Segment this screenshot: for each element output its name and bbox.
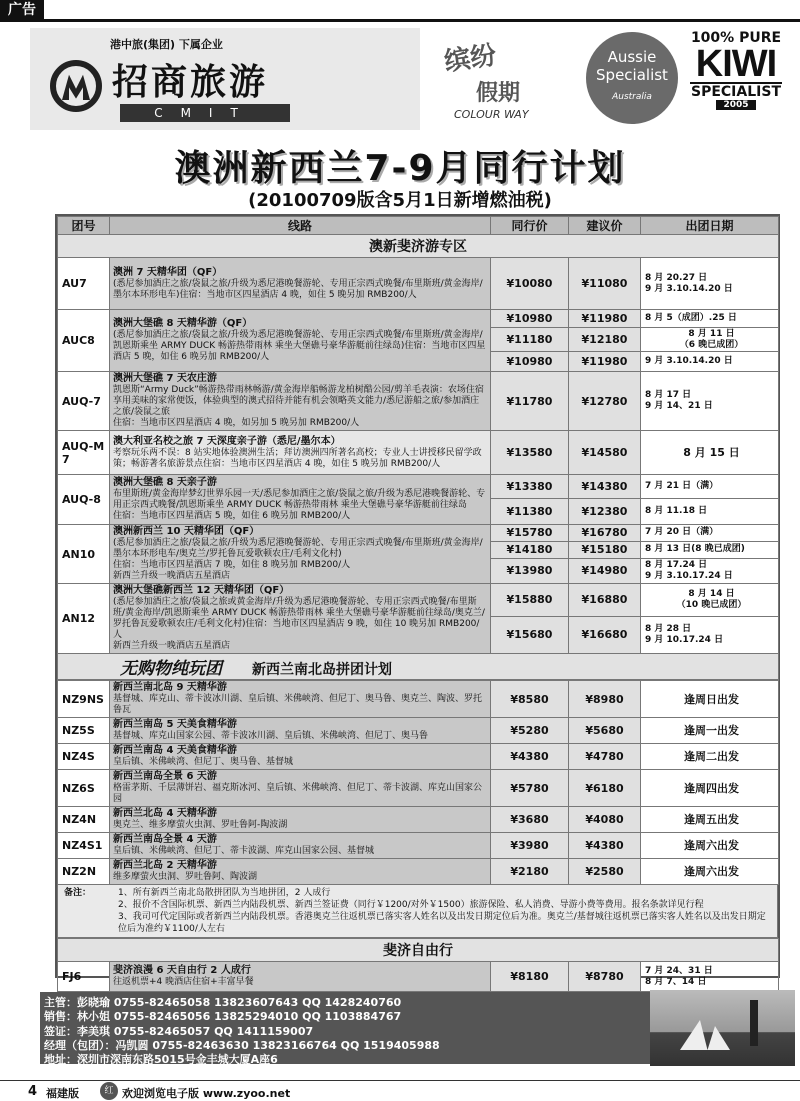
tour-desc: 奥克兰、维多摩萤火虫洞、罗吐鲁阿-陶波湖 (113, 820, 288, 830)
peer-price: ¥3980 (491, 833, 569, 859)
col-header: 团号 (58, 217, 110, 235)
tour-title: 新西兰南岛 4 天美食精华游 (113, 745, 237, 756)
table-row (58, 681, 779, 718)
suggested-price: ¥8980 (569, 681, 641, 718)
contact-line: 签证：李美琪 0755-82465057 QQ 1411159007 (44, 1024, 314, 1038)
page-number: 4 (28, 1084, 38, 1099)
tour-code: FJ6 (58, 962, 110, 992)
edition-label: 福建版 (46, 1087, 79, 1100)
aussie-line3: Australia (612, 92, 652, 102)
suggested-price: ¥6180 (569, 770, 641, 807)
peer-price: ¥15780 (491, 525, 569, 542)
table-row (58, 475, 779, 499)
departure-date: 逢周日出发 (641, 681, 779, 718)
table-row (58, 833, 779, 859)
colour-cn2: 假期 (476, 80, 521, 106)
tour-code: AUQ-8 (58, 475, 110, 525)
page-title: 澳洲新西兰7-9月同行计划 (174, 148, 626, 189)
departure-date: 8 月 5（成团）.25 日 (641, 310, 779, 328)
departure-date: 8 月 17.24 日 9 月 3.10.17.24 日 (641, 558, 779, 583)
opera-house-shape (680, 1020, 730, 1050)
section-heading: 斐济自由行 (58, 939, 779, 962)
peer-price: ¥11380 (491, 499, 569, 525)
suggested-price: ¥4080 (569, 807, 641, 833)
tour-title: 新西兰北岛 2 天精华游 (113, 860, 217, 871)
suggested-price: ¥14580 (569, 431, 641, 475)
suggested-price: ¥16680 (569, 616, 641, 653)
note-item: 2、报价不含国际机票、新西兰内陆段机票、新西兰签证费（同行￥1200/对外￥1500）旅游保险、私人消费、导游小费等费用。报名条款详见行程 (118, 900, 704, 910)
tour-title: 澳洲大堡礁 8 天精华游（QF） (113, 318, 253, 329)
tower-shape (750, 1000, 758, 1046)
tour-code: AU7 (58, 258, 110, 310)
aussie-specialist-badge (586, 32, 678, 124)
suggested-price: ¥15180 (569, 541, 641, 558)
peer-price: ¥15880 (491, 584, 569, 617)
table-row (58, 584, 779, 617)
table-row (58, 744, 779, 770)
tour-route (110, 431, 491, 475)
suggested-price: ¥16780 (569, 525, 641, 542)
tour-route (110, 833, 491, 859)
aussie-line1: Aussie (607, 48, 657, 66)
tour-route (110, 310, 491, 372)
page-subtitle: (20100709版含5月1日新增燃油税) (248, 190, 552, 211)
tour-code: NZ4S (58, 744, 110, 770)
tour-code: AUQ-M 7 (58, 431, 110, 475)
contact-line: 经理（包团）：冯凯圆 0755-82463630 13823166764 QQ 1519405988 (44, 1038, 440, 1052)
footer (0, 1070, 800, 1100)
departure-date: 逢周五出发 (641, 807, 779, 833)
suggested-price: ¥11980 (569, 352, 641, 372)
tour-desc: 格雷茅斯、千层薄饼岩、福克斯冰河、皇后镇、米佛峡湾、但尼丁、蒂卡波湖、库克山国家公园 (113, 783, 483, 804)
table-row (58, 372, 779, 431)
departure-date: 8 月 11.18 日 (641, 499, 779, 525)
note-item: 1、所有新西兰南北岛散拼团队为当地拼团，2 人成行 (118, 888, 331, 898)
header-banner (30, 28, 780, 130)
tour-desc: 皇后镇、米佛峡湾、但尼丁、奥马鲁、基督城 (113, 757, 294, 767)
table-row (58, 718, 779, 744)
tour-code: NZ4S1 (58, 833, 110, 859)
tour-route (110, 962, 491, 992)
fiji-table (57, 938, 779, 992)
tour-desc: 皇后镇、米佛峡湾、但尼丁、蒂卡波湖、库克山国家公园、基督城 (113, 846, 375, 856)
kiwi-year: 2005 (716, 100, 756, 110)
tour-route (110, 372, 491, 431)
peer-price: ¥11780 (491, 372, 569, 431)
suggested-price: ¥16880 (569, 584, 641, 617)
cmit-logo-block (30, 28, 420, 130)
price-table (57, 216, 779, 680)
tour-route (110, 681, 491, 718)
tour-desc: 布里斯班/黄金海岸梦幻世界乐园一天/悉尼参加酒庄之旅/袋鼠之旅/升级为悉尼港晚餐游轮、专用正宗西式晚餐/凯恩斯乘坐 ARMY DUCK 畅游热带雨林 乘坐大堡礁号豪华游艇前往绿岛 住宿：当地市区四星酒店 5 晚，如住 6 晚另加 RMB200/人 (113, 489, 486, 521)
ad-tag: 广告 (0, 0, 44, 20)
table-row (58, 525, 779, 542)
colour-cn1: 缤纷 (442, 40, 499, 78)
departure-date: 8 月 13 日(8 晚已成团) (641, 541, 779, 558)
suggested-price: ¥2580 (569, 859, 641, 885)
tour-desc: 维多摩萤火虫洞、罗吐鲁阿、陶波湖 (113, 872, 258, 882)
peer-price: ¥15680 (491, 616, 569, 653)
tour-title: 新西兰南岛全景 6 天游 (113, 771, 217, 782)
peer-price: ¥10080 (491, 258, 569, 310)
departure-date: 7 月 20 日（满） (641, 525, 779, 542)
departure-date: 8 月 20.27 日 9 月 3.10.14.20 日 (641, 258, 779, 310)
tour-route (110, 770, 491, 807)
tour-code: NZ5S (58, 718, 110, 744)
contact-line: 地址：深圳市深南东路5015号金丰城大厦A座6 (44, 1053, 278, 1067)
tour-title: 澳洲 7 天精华团（QF） (113, 266, 223, 278)
tour-title: 斐济浪漫 6 天自由行 2 人成行 (113, 965, 251, 976)
kiwi-line3: SPECIALIST (691, 84, 781, 100)
kiwi-line1: 100% PURE (690, 30, 782, 46)
tour-desc: 基督城、库克山、蒂卡波冰川湖、皇后镇、米佛峡湾、但尼丁、奥马鲁、奥克兰、陶波、罗托鲁瓦 (113, 694, 483, 715)
tour-route (110, 807, 491, 833)
departure-date: 8 月 28 日 9 月 10.17.24 日 (641, 616, 779, 653)
col-header: 线路 (110, 217, 491, 235)
departure-date: 9 月 3.10.14.20 日 (641, 352, 779, 372)
contact-line: 主管：彭晓瑜 0755-82465058 13823607643 QQ 1428240760 (44, 996, 402, 1009)
peer-price: ¥10980 (491, 310, 569, 328)
suggested-price: ¥8780 (569, 962, 641, 992)
peer-price: ¥8580 (491, 681, 569, 718)
kiwi-line2: KIWI (695, 43, 777, 85)
top-rule (0, 19, 800, 22)
tour-desc: (悉尼参加酒庄之旅/袋鼠之旅/升级为悉尼港晚餐游轮、专用正宗西式晚餐/布里斯班/黄金海岸/凯恩斯乘坐 ARMY DUCK 畅游热带雨林 乘坐大堡礁号豪华游艇前往绿岛)住宿：当地市区四星酒店 5 晚，如住 6 晚另加 RMB200/人 (113, 330, 486, 362)
sydney-photo (650, 990, 795, 1066)
note-item: 3、我司可代定国际或者新西兰内陆段机票。香港奥克兰往返机票已落实客人姓名以及出发日期定位后为准。奥克兰/基督城往返机票已落实客人姓名以及出发日期定位后为准约￥1100/人左右 (118, 912, 766, 934)
table-row (58, 431, 779, 475)
tour-route (110, 859, 491, 885)
tour-route (110, 475, 491, 525)
departure-date: 8 月 15 日 (641, 431, 779, 475)
departure-date: 7 月 21 日（满） (641, 475, 779, 499)
departure-date: 逢周四出发 (641, 770, 779, 807)
tour-desc: (悉尼参加酒庄之旅/袋鼠之旅或黄金海岸/升级为悉尼港晚餐游轮、专用正宗西式晚餐/布里斯班/黄金海岸/凯恩斯乘坐 ARMY DUCK 畅游热带雨林 乘坐大堡礁号豪华游艇前往绿岛/奥克兰/罗托鲁瓦爱歌顿农庄/毛利文化村)住宿：当地市区四星酒店 9 晚，如住 10 晚另加 RMB200/人 新西兰升级一晚酒店五星酒店 (113, 597, 485, 651)
colour-way-logo (426, 32, 576, 128)
table-row (58, 310, 779, 328)
tour-route (110, 744, 491, 770)
contact-block (40, 992, 660, 1067)
tour-title: 澳洲大堡礁新西兰 12 天精华团（QF） (113, 585, 290, 596)
tour-code: AN10 (58, 525, 110, 584)
table-row (58, 859, 779, 885)
tour-desc: (悉尼参加酒庄之旅/袋鼠之旅/升级为悉尼港晚餐游轮、专用正宗西式晚餐/布里斯班/黄金海岸/墨尔本环形电车/奥克兰/罗托鲁瓦爱歌顿农庄/毛利文化村) 住宿：当地市区四星酒店 7 晚，如住 8 晚另加 RMB200/人 新西兰升级一晚酒店五星酒店 (113, 538, 483, 581)
table-row (58, 258, 779, 310)
tour-title: 新西兰北岛 4 天精华游 (113, 808, 217, 819)
table-row (58, 770, 779, 807)
nz-table (57, 680, 779, 885)
tour-code: NZ9NS (58, 681, 110, 718)
suggested-price: ¥4780 (569, 744, 641, 770)
departure-date: 7 月 24、31 日 8 月 7、14 日 (641, 962, 779, 992)
tour-route (110, 718, 491, 744)
notes-block (57, 885, 778, 938)
tour-desc: (悉尼参加酒庄之旅/袋鼠之旅/升级为悉尼港晚餐游轮、专用正宗西式晚餐/布里斯班/黄金海岸/墨尔本环形电车)住宿：当地市区四星酒店 4 晚，如住 5 晚另加 RMB200/人 (113, 278, 483, 300)
tour-desc: 考察玩乐两不误：8 站实地体验澳洲生活；拜访澳洲四所著名高校；专业人士讲授移民留学政策；畅游著名旅游景点住宿：当地市区四星酒店 4 晚，如住 5 晚另加 RMB200/人 (113, 447, 482, 469)
cmit-logo-icon (50, 60, 102, 112)
section-heading: 澳新斐济游专区 (58, 235, 779, 258)
tour-code: AN12 (58, 584, 110, 654)
tour-code: NZ6S (58, 770, 110, 807)
section-title: 新西兰南北岛拼团计划 (252, 662, 392, 678)
kiwi-specialist-badge (690, 30, 782, 130)
peer-price: ¥4380 (491, 744, 569, 770)
peer-price: ¥5280 (491, 718, 569, 744)
section-heading (58, 654, 779, 680)
price-table-frame (55, 214, 780, 987)
suggested-price: ¥12380 (569, 499, 641, 525)
aussie-line2: Specialist (596, 66, 668, 84)
col-header: 出团日期 (641, 217, 779, 235)
suggested-price: ¥12180 (569, 328, 641, 352)
tour-desc: 基督城、库克山国家公园、蒂卡波冰川湖、皇后镇、米佛峡湾、但尼丁、奥马鲁 (113, 731, 429, 741)
tour-route (110, 258, 491, 310)
edition-icon: 红 (100, 1082, 118, 1100)
peer-price: ¥5780 (491, 770, 569, 807)
tour-title: 新西兰南岛全景 4 天游 (113, 834, 217, 845)
no-shopping-logo: 无购物纯玩团 (120, 659, 222, 679)
peer-price: ¥2180 (491, 859, 569, 885)
tour-route (110, 584, 491, 654)
peer-price: ¥13580 (491, 431, 569, 475)
tour-title: 澳洲大堡礁 7 天农庄游 (113, 373, 217, 384)
departure-date: 逢周六出发 (641, 833, 779, 859)
tour-route (110, 525, 491, 584)
departure-date: 逢周一出发 (641, 718, 779, 744)
tour-code: NZ4N (58, 807, 110, 833)
peer-price: ¥13380 (491, 475, 569, 499)
tour-title: 新西兰南岛 5 天美食精华游 (113, 719, 237, 730)
col-header: 同行价 (491, 217, 569, 235)
website-link[interactable]: 欢迎浏览电子版 www.zyoo.net (122, 1087, 291, 1100)
peer-price: ¥13980 (491, 558, 569, 583)
departure-date: 8 月 14 日 （10 晚已成团） (641, 584, 779, 617)
colour-en: COLOUR WAY (454, 108, 529, 121)
contact-line: 销售：林小姐 0755-82465056 13825294010 QQ 1103884767 (44, 1010, 402, 1024)
peer-price: ¥10980 (491, 352, 569, 372)
suggested-price: ¥14380 (569, 475, 641, 499)
peer-price: ¥8180 (491, 962, 569, 992)
peer-price: ¥11180 (491, 328, 569, 352)
departure-date: 8 月 11 日 （6 晚已成团） (641, 328, 779, 352)
suggested-price: ¥11080 (569, 258, 641, 310)
table-row (58, 962, 779, 992)
cmit-name: 招商旅游 (112, 61, 269, 103)
tour-desc: 凯恩斯“Army Duck”畅游热带雨林畅游/黄金海岸船畅游龙柏树酷公园/剪羊毛表演：农场住宿享用美味的家常便饭，体验典型的澳式招待并能有机会领略英文能力/悉尼游船之旅/参加酒庄之旅/袋鼠之旅 住宿：当地市区四星酒店 4 晚，如另加 5 晚另加 RMB200/人 (113, 385, 484, 428)
cmit-parent: 港中旅(集团) 下属企业 (110, 38, 223, 51)
tour-code: AUQ-7 (58, 372, 110, 431)
peer-price: ¥3680 (491, 807, 569, 833)
peer-price: ¥14180 (491, 541, 569, 558)
suggested-price: ¥11980 (569, 310, 641, 328)
table-header-row (58, 217, 779, 235)
tour-title: 澳大利亚名校之旅 7 天深度亲子游（悉尼/墨尔本） (113, 435, 341, 447)
notes-label: 备注： (64, 888, 92, 898)
cmit-en: CMIT (120, 104, 290, 122)
tour-title: 澳洲新西兰 10 天精华团（QF） (113, 526, 260, 537)
departure-date: 逢周六出发 (641, 859, 779, 885)
suggested-price: ¥4380 (569, 833, 641, 859)
tour-code: NZ2N (58, 859, 110, 885)
suggested-price: ¥12780 (569, 372, 641, 431)
table-row (58, 807, 779, 833)
suggested-price: ¥14980 (569, 558, 641, 583)
col-header: 建议价 (569, 217, 641, 235)
departure-date: 8 月 17 日 9 月 14、21 日 (641, 372, 779, 431)
tour-title: 澳洲大堡礁 8 天亲子游 (113, 477, 217, 488)
suggested-price: ¥5680 (569, 718, 641, 744)
tour-desc: 往返机票+4 晚酒店住宿+丰富早餐 (113, 977, 254, 987)
tour-title: 新西兰南北岛 9 天精华游 (113, 682, 227, 693)
departure-date: 逢周二出发 (641, 744, 779, 770)
tour-code: AUC8 (58, 310, 110, 372)
